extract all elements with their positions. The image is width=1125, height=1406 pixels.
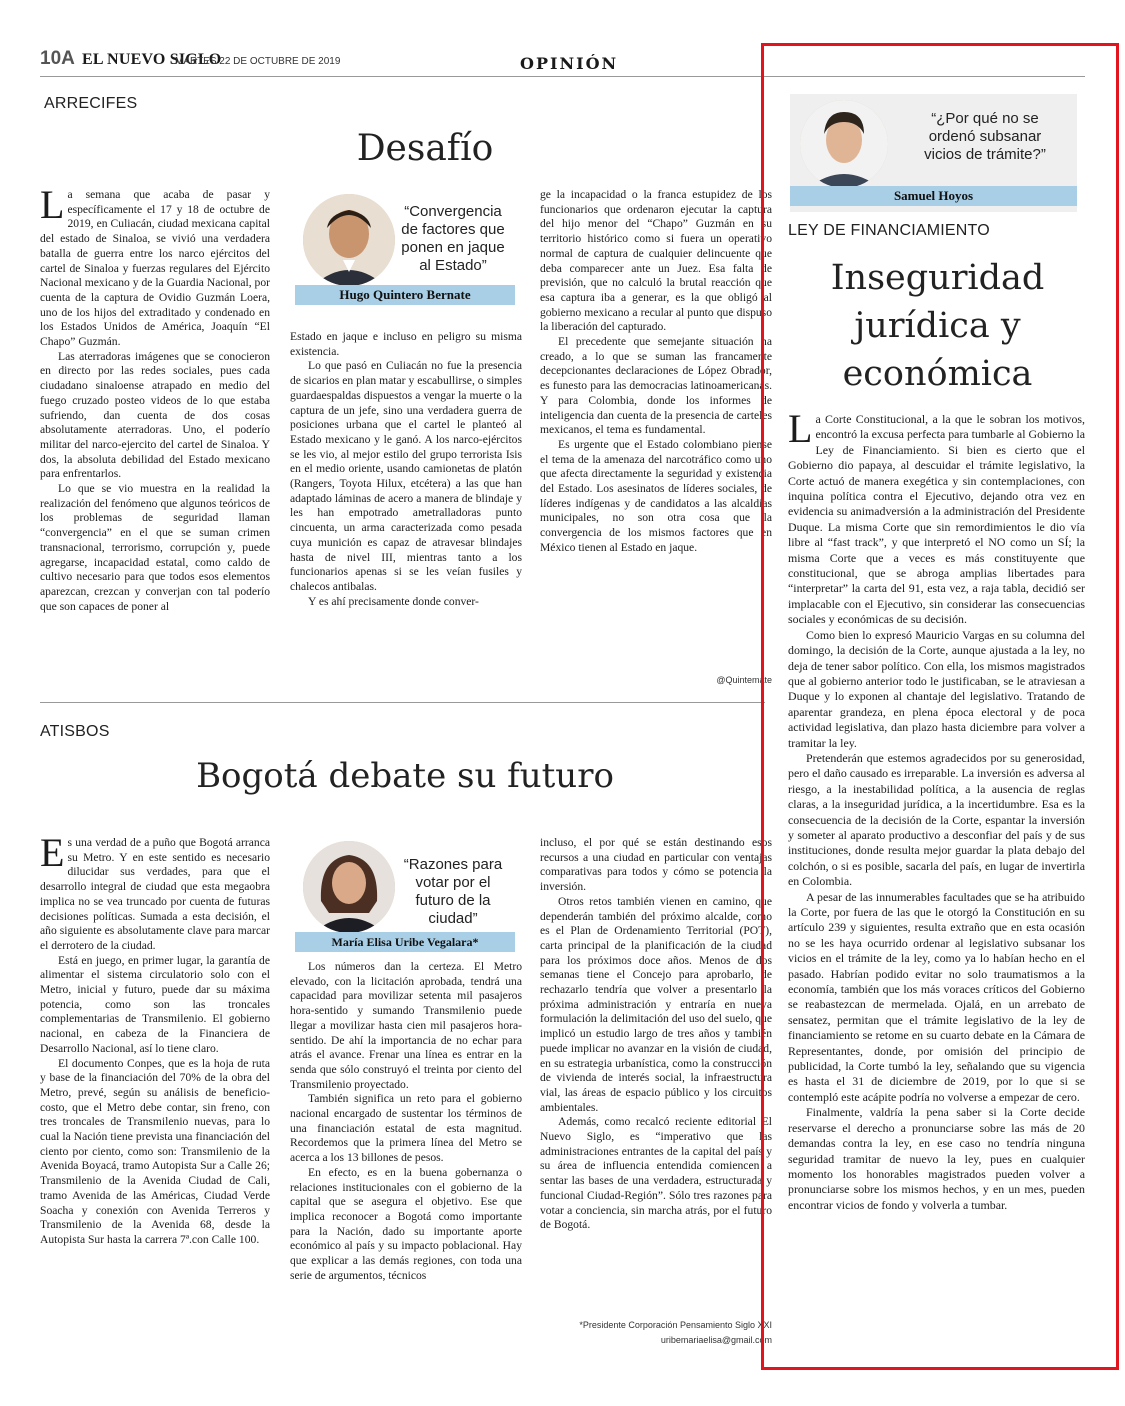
atisbos-col3-p2: Otros retos también vienen en camino, que dependerán también del próximo alcalde, como es el Plan de Ordenamiento Territorial (POT), carta principal de la planificación de la ciudad para los próximos doce años. Menos de dos semanas tiene el Concejo para aprobarlo, de rechazarlo tendría que volver a presentarlo la próxima administración y entraría en nueva formulación la delimitación del uso del suelo, que implicó un estudio largo de tres años y también puede implicar no avanzar en la visión de ciudad, en su estrategia urbanística, como la construcción de vivienda de interés social, la infraestructura vial, las áreas de espacio público y los circuitos ambientales.: [540, 894, 772, 1114]
arrecifes-column-2: [290, 330, 522, 686]
author-photo: [800, 100, 888, 188]
atisbos-column-1: [40, 836, 270, 1356]
arrecifes-col3-p2: El precedente que semejante situación ha creado, a lo que se suman las francamente decepcionantes declaraciones de López Obrador, es funesto para las democracias latinoamericanas. Y para Colombia, donde los informes de inteligencia dan cuenta de la presencia de carteles mexicanos, el tema es fundamental.: [540, 335, 772, 437]
atisbos-col3-p3: Además, como recalcó reciente editorial El Nuevo Siglo, es “imperativo que las administraciones entrantes de la capital del país y su área de influencia entendida comiencen a sentar las bases de una verdadera, estructurada y funcional Ciudad-Región”. Sólo tres razones para votar a conciencia, sin marcha atrás, por el futuro de Bogotá.: [540, 1115, 772, 1232]
author-photo: [303, 841, 395, 933]
arrecifes-kicker: ARRECIFES: [44, 95, 138, 112]
atisbos-col1-p3: El documento Conpes, que es la hoja de ruta y base de la financiación del 70% de la obra del Metro, prevé, según su análisis de beneficio-costo, que el Metro debe contar, sin freno, con tres troncales de Transmilenio nuevas, para lo cual la Nación tiene prevista una financiación del ciento por ciento, como son: Transmilenio de la Avenida Boyacá, tramo Autopista Sur a Calle 26; Transmilenio de la Avenida Ciudad de Cali, tramo Avenida de las Américas, Ciudad Verde Soacha y conexión con Avenida Terreros y Transmilenio de la Avenida 68, desde la Autopista Sur hasta la carrera 7ª.con Calle 100.: [40, 1056, 270, 1246]
sidebar-title-line-2: jurídica y: [854, 306, 1021, 346]
sidebar-quote: “¿Por qué no se ordenó subsanar vicios de trámite?”: [924, 110, 1046, 163]
sidebar-p1: La Corte Constitucional, a la que le sobran los motivos, encontró la excusa perfecta para tumbarle al Gobierno la Ley de Financiamiento. Si bien es cierto que el Gobierno dio papaya, al descuidar el trámite legislativo, la Corte actuó de manera exegética y sin contemplaciones, con inquina política contra el Ejecutivo, dejando otra vez en evidencia su animadversión a la administración del Presidente Duque. La misma Corte que sin remordimientos le dio vía libre al “fast track”, y que interpretó el NO como un SÍ; la misma Corte que a veces es más constituyente que constitucional, que se abroga amplias libertades para “interpretar” la carta del 91, esta vez, a raja tabla, decidió ser implacable con el Ejecutivo, sin considerar las consecuencias sociales y económicas de su decisión.: [788, 412, 1085, 627]
sidebar-column: [788, 412, 1085, 1352]
arrecifes-column-3: [540, 188, 772, 672]
arrecifes-col3-p1: ge la incapacidad o la franca estupidez de los funcionarios que ordenaron ejecutar la captura del hijo menor del “Chapo” Guzmán en su territorio histórico como si fuera un operativo normal de captura de cualquier delincuente que deba comparecer ante un Juez. Esa falta de previsión, que no calculó la brutal reacción que esa captura iba a generar, es la que obligó al gobierno mexicano a recular al punto que dispuso la liberación del capturado.: [540, 188, 772, 334]
atisbos-column-2: [290, 960, 522, 1356]
atisbos-footnote: *Presidente Corporación Pensamiento Siglo XXI: [579, 1320, 772, 1330]
sidebar-author-name: Samuel Hoyos: [790, 186, 1077, 206]
arrecifes-column-1: [40, 188, 270, 688]
author-photo: [303, 194, 395, 286]
sidebar-p5: Finalmente, valdría la pena saber si la Corte decide reservarse el derecho a pronunciarse sobre las más de 20 demandas contra la ley, en ese caso no tendría ninguna seguridad tramitar de nuevo la ley, pues en cualquier momento los honorables magistrados pueden volver a pronunciarse sobre los mismos hechos, y en un mes, pueden encontrar vicios de fondo y volverla a tumbar.: [788, 1105, 1085, 1212]
arrecifes-col2-p3: Y es ahí precisamente donde conver-: [308, 594, 479, 608]
sidebar-p3: Pretenderán que estemos agradecidos por su generosidad, pero el daño causado es irreparable. La inversión es adversa al riesgo, a la inestabilidad política, a la ausencia de reglas claras, a la inseguridad jurídica, a la incertidumbre. Esa es la consecuencia de la decisión de la Corte, espantar la inversión y someter al aparato productivo a desconfiar del país y de sus instituciones, donde resulta mejor guardar la plata debajo del colchón, o si es posible, sacarla del país, en lugar de invertirla en Colombia.: [788, 750, 1085, 889]
arrecifes-col1-p1: La semana que acaba de pasar y específicamente el 17 y 18 de octubre de 2019, en Culiacán, ciudad mexicana capital del estado de Sinaloa, se vivió una verdadera batalla de guerra entre los narco ejércitos del cartel de Sinaloa y fuerzas regulares del Ejército Nacional mexicano y de la Guardia Nacional, por cuenta de la captura de Ovidio Guzmán Loera, uno de los hijos del extraditado y condenado en los Estados Unidos de América, Joaquín “El Chapo” Guzmán.: [40, 188, 270, 349]
arrecifes-col1-p2: Las aterradoras imágenes que se conocieron en directo por las redes sociales, pues cada ciudadano sinaloense atrapado en medio del fuego cruzado posteo videos de lo que estaba sufriendo, dan cuenta de dos cosas absolutamente aterradoras. Uno, el poderío militar del narco-ejercito del cartel de Sinaloa. Y dos, la absoluta debilidad del Estado mexicano para enfrentarlos.: [40, 349, 270, 481]
arrecifes-title: Desafío: [356, 128, 494, 169]
arrecifes-col1-p3: Lo que se vio muestra en la realidad la realización del fenómeno que algunos teóricos de los problemas de seguridad llaman “convergencia” en el que se suman crimen transnacional, terrorismo, corrupción y, puede agregarse, incapacidad estatal, como caldo de cultivo necesario para que todos esos elementos aparezcan, crezcan y converjan con tal poderío que son capaces de poner al: [40, 482, 270, 613]
sidebar-author-box: [790, 94, 1077, 212]
sidebar-p2: Como bien lo expresó Mauricio Vargas en su columna del domingo, la decisión de la Corte, aunque ajustada a la ley, no deja de tener sabor político. Con ella, los mismos magistrados que al gobierno anterior todo le justificaban, se le atraviesan a Duque y lo exponen al chantaje del legislativo. Tratando de aparentar grandeza, en plena época electoral y de poca actividad legislativa, dan plazo hasta diciembre para volver a tramitar la ley.: [788, 627, 1085, 750]
sidebar-p4: A pesar de las innumerables facultades que se ha atribuido la Corte, por fuera de las que le otorgó la Constitución en su artículo 239 y siguientes, resulta extraño que en esta ocasión no se les haya ocurrido ordenar al legislativo subsanar los vicios en el trámite de la ley, como ya lo habían hecho en el pasado. Habrían podido evitar no solo traumatismos a la economía, también que los más voraces críticos del Gobierno se reabastezcan de mermelada. Ojalá, en un arrebato de sensatez, permitan que el trámite legislativo de la ley de financiamiento se retome en su cuarto debate en la Cámara de Representantes, donde, por omisión del principio de publicidad, la Corte tumbó la ley, señalando que su vigencia es hasta el 31 de diciembre de 2019, por lo que si se contempló este acápite podría no volverse a empezar de cero.: [788, 889, 1085, 1104]
arrecifes-col2-p2: Lo que pasó en Culiacán no fue la presencia de sicarios en plan matar y escabullirse, o simples guardaespaldas dispuestos a vengar la muerte o la captura de un jefe, sino una verdadera guerra de posiciones urbana que el cartel le planteó al Estado mexicano y le ganó. A los narco-ejércitos se les vio, al mejor estilo del grupo terrorista Isis en el medio oriente, usando camionetas de platón (Rangers, Toyota Hilux, etcétera) a las que han adaptado láminas de acero a manera de blindaje y les han empotrado ametralladoras punto cincuenta, un arma caracterizada como pesada cuya munición es capaz de atravesar blindajes hasta de nivel III, mientras tanto a los funcionarios apenas si se les veían fusiles y chalecos antibalas.: [290, 359, 522, 593]
atisbos-quote: “Razones para votar por el futuro de la ciudad”: [403, 856, 503, 927]
section-title: OPINIÓN: [520, 54, 619, 73]
newspaper-name: EL NUEVO SIGLO: [82, 51, 222, 68]
arrecifes-author-name: Hugo Quintero Bernate: [295, 285, 515, 305]
atisbos-col2-p1: Los números dan la certeza. El Metro elevado, con la licitación aprobada, tendrá una capacidad para movilizar setenta mil pasajeros hora-sentido y sumando Transmilenio puede llegar a movilizar hasta cien mil pasajeros hora-sentido. De ahí la importancia de no echar para atrás el avance. Frenar una línea es entrar en la senda que sólo construyó el treinta por ciento del Transmilenio proyectado.: [290, 960, 522, 1091]
atisbos-author-name: María Elisa Uribe Vegalara*: [295, 932, 515, 952]
atisbos-col2-p3: En efecto, es en la buena gobernanza o relaciones institucionales con el gobierno de la capital que se asegura el objetivo. Ese que implica reconocer a Bogotá como importante para la Nación, dado su importante aporte económico al país y su impacto poblacional. Hay que explicar a las demás regiones, con toda una serie de argumentos, técnicos: [290, 1165, 522, 1282]
atisbos-column-3: [540, 836, 772, 1306]
issue-date: MARTES 22 DE OCTUBRE DE 2019: [175, 56, 341, 67]
arrecifes-quote: “Convergencia de factores que ponen en jaque al Estado”: [401, 203, 505, 274]
sidebar-title-line-1: Inseguridad: [830, 258, 1045, 298]
atisbos-title: Bogotá debate su futuro: [196, 756, 614, 796]
arrecifes-handle: @Quintemate: [716, 675, 772, 685]
atisbos-col3-p1: incluso, el por qué se están destinando esos recursos a una ciudad en particular con ventajas comparativas para todos y cómo se potencia la inversión.: [540, 836, 772, 894]
page-number: 10A: [40, 48, 75, 69]
atisbos-col2-p2: También significa un reto para el gobierno nacional encargado de sustentar los términos de una financiación estatal de esta magnitud. Recordemos que la primera línea del Metro se acerca a los 13 billones de pesos.: [290, 1092, 522, 1165]
arrecifes-col2-p1: Estado en jaque e incluso en peligro su misma existencia.: [290, 330, 522, 358]
arrecifes-author-box: [295, 189, 515, 307]
sidebar-title-line-3: económica: [842, 354, 1033, 394]
atisbos-email: uribemariaelisa@gmail.com: [660, 1335, 772, 1345]
atisbos-author-box: [295, 836, 515, 954]
sidebar-title: [775, 254, 1100, 398]
arrecifes-col3-p3: Es urgente que el Estado colombiano piense el tema de la amenaza del narcotráfico como uno que afecta directamente la seguridad y existencia del Estado. Los asesinatos de líderes sociales, de líderes indígenas y de candidatos a las alcaldías municipales, no son otra cosa que la convergencia de los mismos factores que en México tienen al Estado en jaque.: [540, 437, 772, 554]
atisbos-col1-p1: Es una verdad de a puño que Bogotá arranca su Metro. Y en este sentido es necesario dilucidar sus verdades, para que el desarrollo integral de ciudad que esta megaobra implica no se vea truncado por cuenta de futuras decisiones políticas. Sumada a esta decisión, el año siguiente es absolutamente clave para marcar el derrotero de la ciudad.: [40, 836, 270, 952]
sidebar-kicker: LEY DE FINANCIAMIENTO: [788, 222, 990, 239]
atisbos-col1-p2: Está en juego, en primer lugar, la garantía de alimentar el sistema circulatorio solo con el Metro, inicial y futuro, puede dar su máxima potencia, como son las troncales complementarias de Transmilenio. El gobierno nacional, en cabeza de la Financiera de Desarrollo Nacional, así lo tiene claro.: [40, 953, 270, 1055]
section-divider: [40, 702, 765, 703]
atisbos-kicker: ATISBOS: [40, 723, 110, 740]
